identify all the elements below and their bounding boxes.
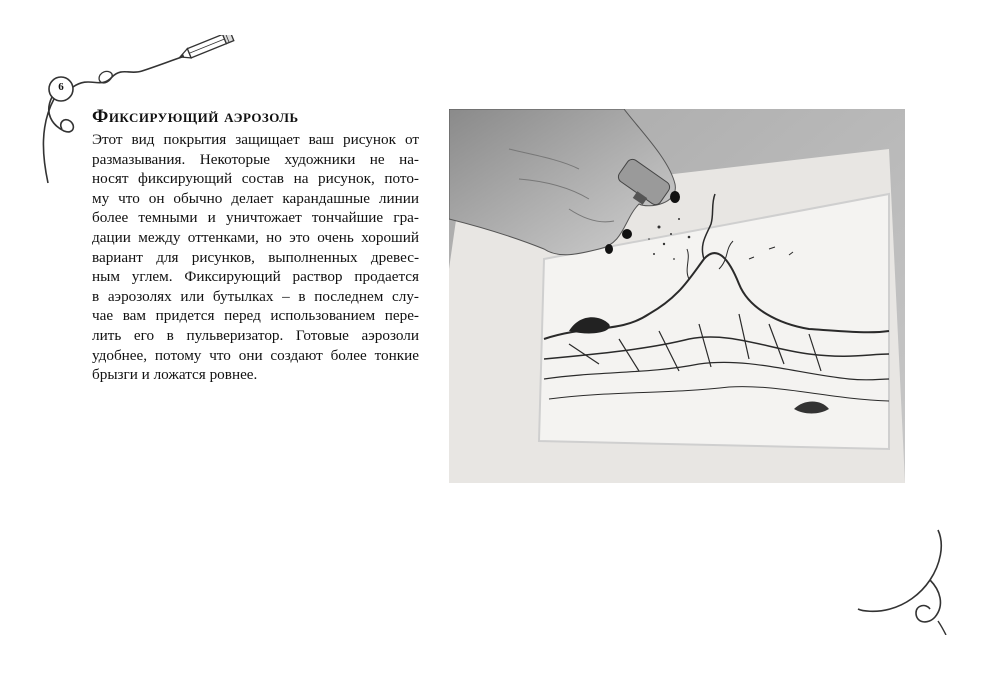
- body-line: ным углем. Фиксирующий раствор продается: [92, 268, 419, 286]
- pencil-icon: [178, 35, 234, 62]
- section-heading: Фиксирующий аэрозоль: [92, 106, 299, 127]
- swirl-ornament: [850, 525, 950, 635]
- body-line: удобнее, потому что они создают более тонкие: [92, 346, 419, 364]
- body-line: чае вам придется перед использованием пере-: [92, 307, 419, 325]
- photo-illustration: [449, 109, 905, 483]
- body-line: лить его в пульверизатор. Готовые аэрозоли: [92, 326, 419, 344]
- body-line: брызги и ложатся ровнее.: [92, 366, 258, 384]
- page-number: 6: [58, 81, 64, 93]
- body-line: му что он обычно делает карандашные линии: [92, 189, 419, 207]
- body-line: вариант для рисунков, выполненных древес-: [92, 248, 419, 266]
- fixative-spray-photo: [449, 109, 905, 483]
- body-line: в аэрозолях или бутылках – в последнем слу-: [92, 287, 419, 305]
- body-line: размазывания. Некоторые художники не на-: [92, 150, 419, 168]
- body-line: дации между оттенками, но это очень хороший: [92, 228, 419, 246]
- body-line: носят фиксирующий состав на рисунок, пото-: [92, 170, 419, 188]
- body-paragraph: [92, 130, 419, 385]
- body-line: Этот вид покрытия защищает ваш рисунок от: [92, 131, 419, 148]
- body-line: более темными и уничтожает тончайшие гра-: [92, 209, 419, 227]
